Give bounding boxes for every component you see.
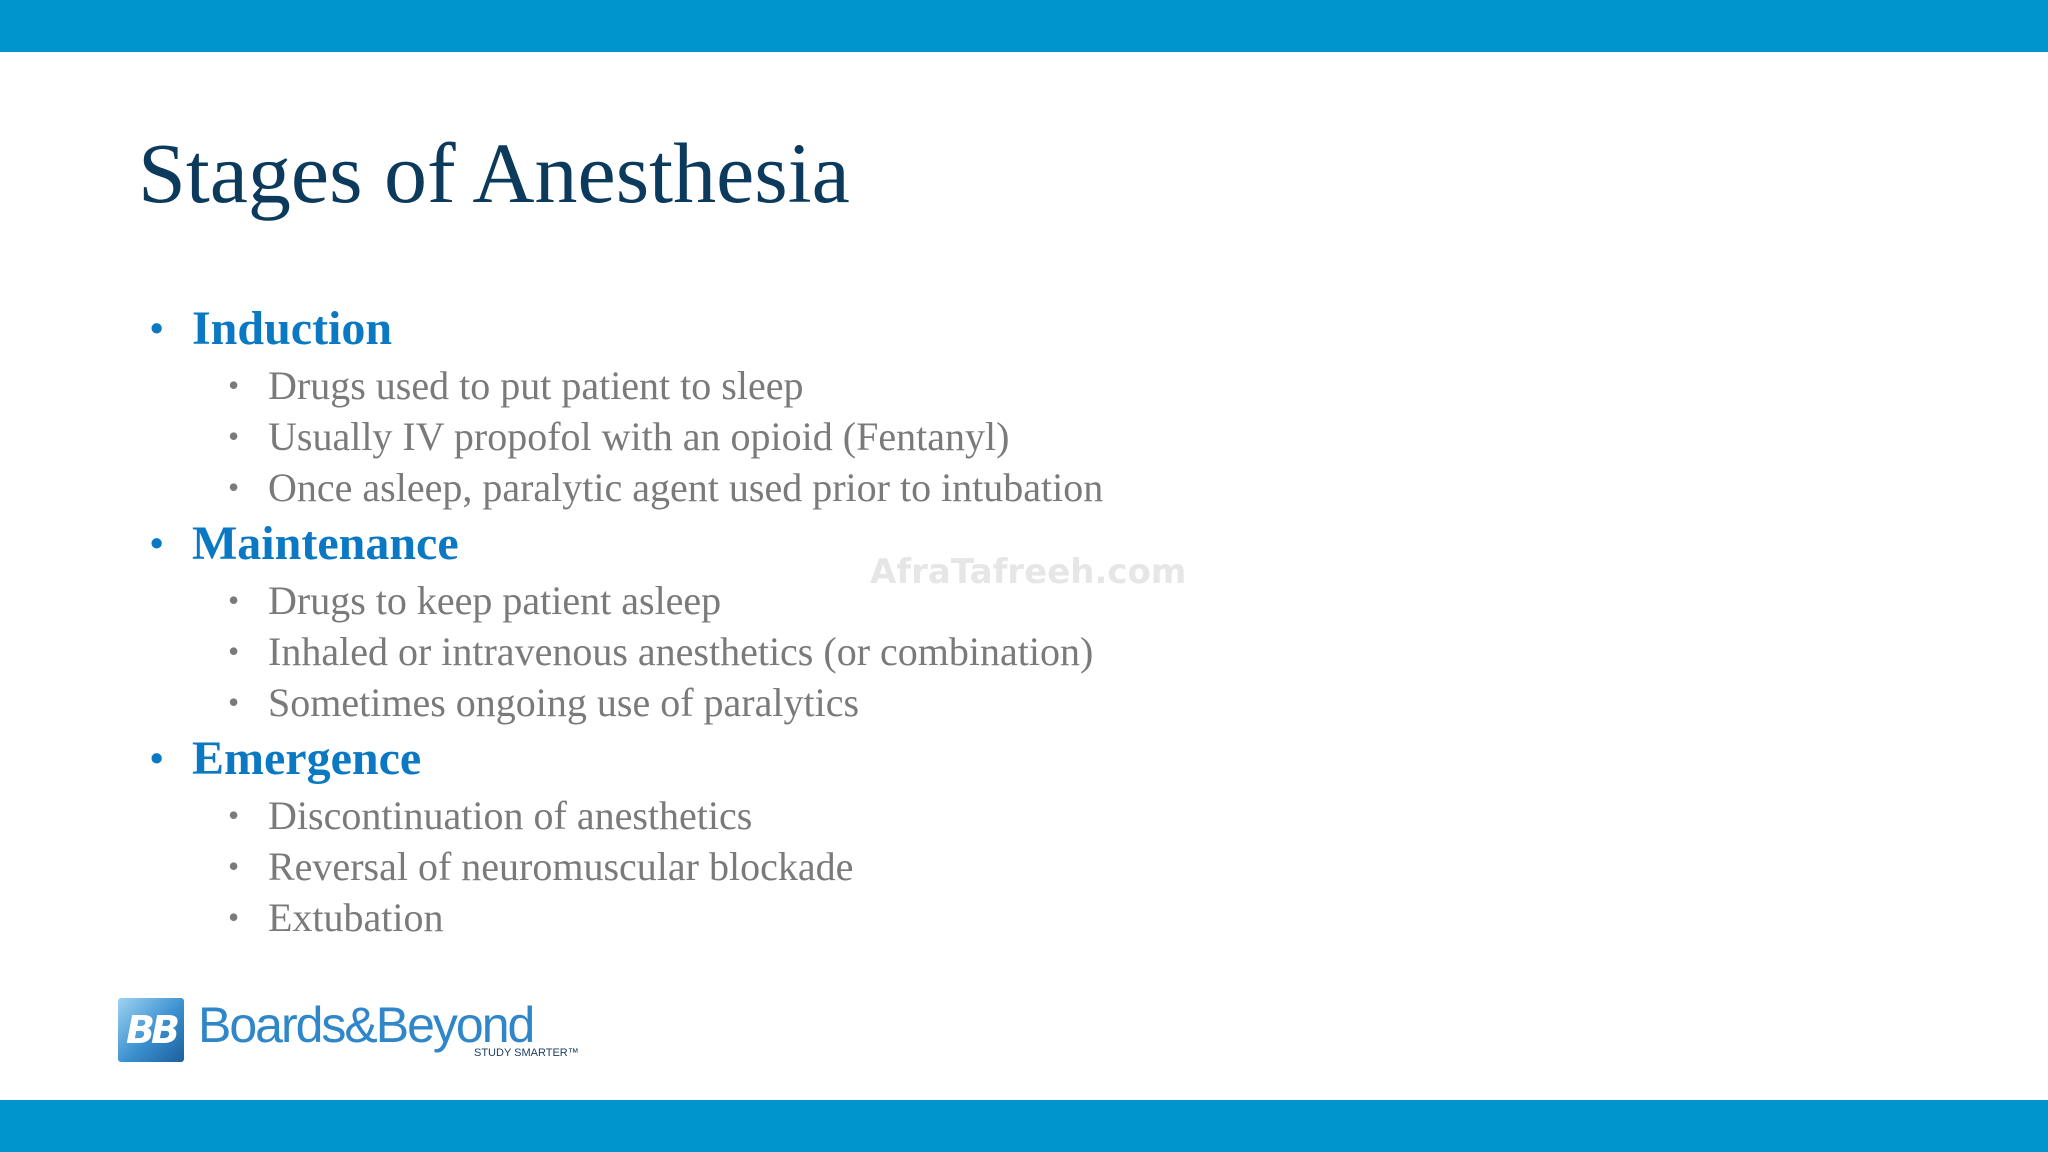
- section-heading-maintenance: [150, 513, 1450, 575]
- slide-content: [150, 298, 1450, 943]
- section-heading-label: Induction: [192, 302, 393, 355]
- list-item-text: Once asleep, paralytic agent used prior to intubation: [268, 465, 1104, 510]
- bullet-icon: •: [228, 582, 240, 618]
- list-item: [150, 360, 1450, 411]
- bullet-icon: •: [228, 469, 240, 505]
- induction-list: [150, 360, 1450, 513]
- bullet-icon: •: [228, 684, 240, 720]
- section-heading-label: Emergence: [192, 732, 422, 785]
- list-item-text: Discontinuation of anesthetics: [268, 793, 753, 838]
- bullet-icon: •: [150, 308, 164, 350]
- list-item: [150, 677, 1450, 728]
- list-item: [150, 790, 1450, 841]
- watermark: AfraTafreeh.com: [870, 552, 1187, 592]
- section-heading-induction: [150, 298, 1450, 360]
- bb-logo-icon: [118, 998, 184, 1062]
- top-color-band: [0, 0, 2048, 52]
- logo-wordmark: Boards&Beyond: [198, 997, 534, 1053]
- bullet-icon: •: [228, 899, 240, 935]
- list-item-text: Sometimes ongoing use of paralytics: [268, 680, 860, 725]
- list-item-text: Reversal of neuromuscular blockade: [268, 844, 854, 889]
- list-item: [150, 411, 1450, 462]
- bullet-icon: •: [228, 418, 240, 454]
- list-item-text: Extubation: [268, 895, 444, 940]
- slide-title: Stages of Anesthesia: [138, 125, 850, 221]
- bullet-icon: •: [228, 633, 240, 669]
- list-item-text: Drugs used to put patient to sleep: [268, 363, 804, 408]
- boards-and-beyond-logo: [118, 996, 579, 1064]
- bullet-icon: •: [228, 848, 240, 884]
- list-item: [150, 575, 1450, 626]
- list-item: [150, 841, 1450, 892]
- emergence-list: [150, 790, 1450, 943]
- list-item-text: Inhaled or intravenous anesthetics (or combination): [268, 629, 1094, 674]
- list-item: [150, 892, 1450, 943]
- section-heading-emergence: [150, 728, 1450, 790]
- maintenance-list: [150, 575, 1450, 728]
- bullet-icon: •: [150, 523, 164, 565]
- bullet-icon: •: [150, 738, 164, 780]
- list-item: [150, 462, 1450, 513]
- list-item: [150, 626, 1450, 677]
- bottom-color-band: [0, 1100, 2048, 1152]
- bullet-icon: •: [228, 797, 240, 833]
- list-item-text: Drugs to keep patient asleep: [268, 578, 722, 623]
- list-item-text: Usually IV propofol with an opioid (Fentanyl): [268, 414, 1010, 459]
- bullet-icon: •: [228, 367, 240, 403]
- section-heading-label: Maintenance: [192, 517, 459, 570]
- logo-mark-text: BB: [126, 1008, 176, 1052]
- logo-tagline: STUDY SMARTER™: [474, 1047, 579, 1059]
